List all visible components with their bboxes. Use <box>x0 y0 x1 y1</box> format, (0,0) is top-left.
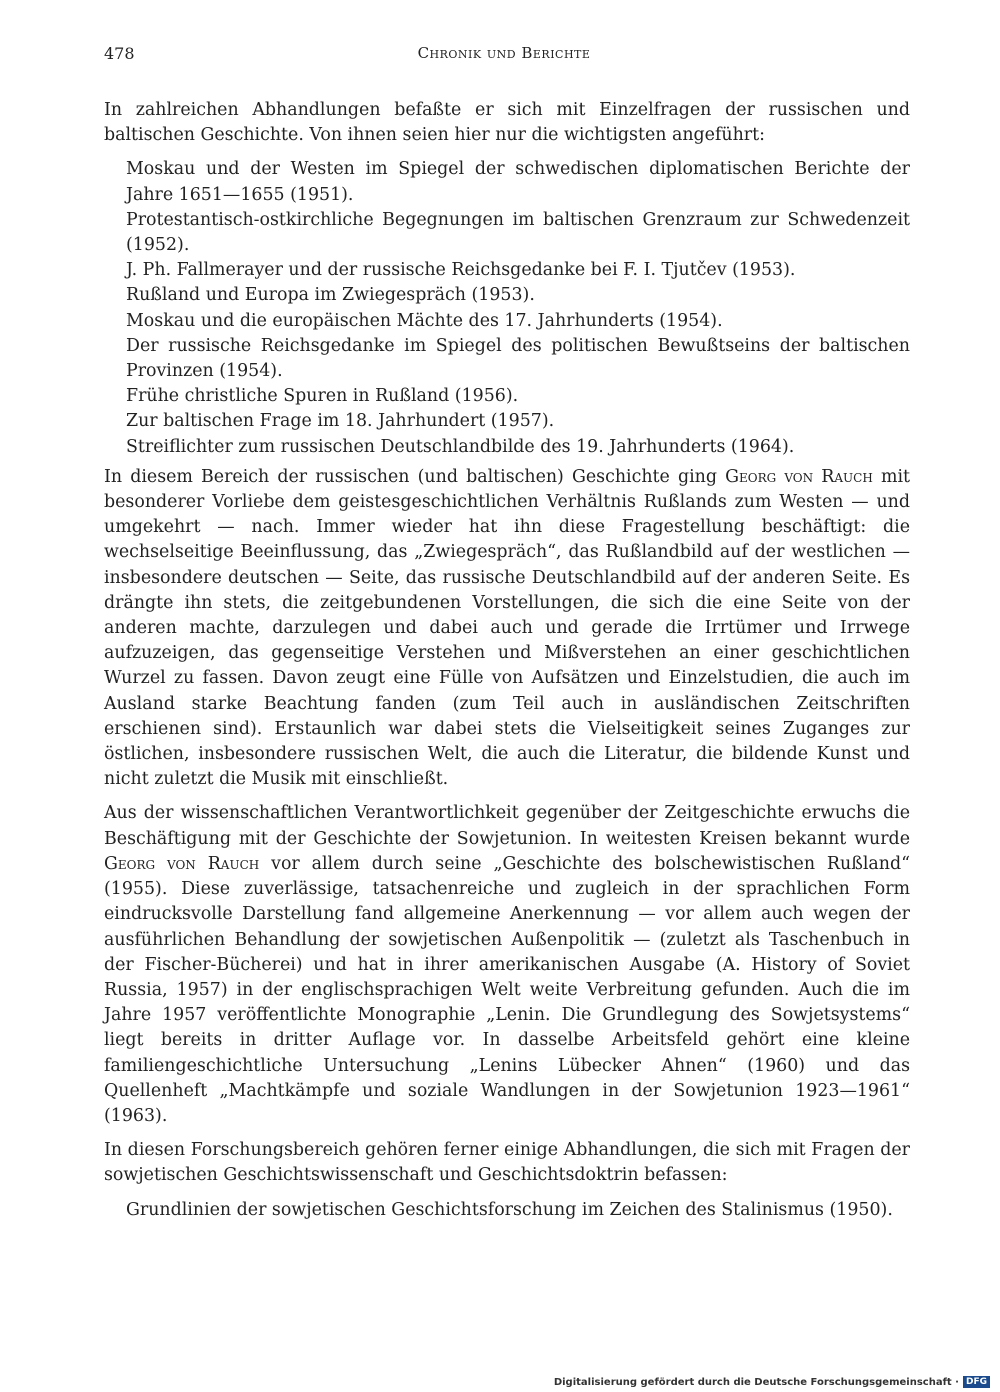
digitization-footer <box>554 1376 990 1388</box>
body-text <box>104 98 910 1228</box>
publication-list-2 <box>126 1198 910 1223</box>
list-item: J. Ph. Fallmerayer und der russische Reichsgedanke bei F. I. Tjutčev (1953). <box>126 260 796 281</box>
list-item: Der russische Reichsgedanke im Spiegel des politischen Bewußtseins der baltischen Provinzen (1954). <box>126 335 910 382</box>
author-name: Georg von Rauch <box>104 853 260 874</box>
list-item: Moskau und die europäischen Mächte des 17. Jahrhunderts (1954). <box>126 310 723 331</box>
publication-list-1 <box>126 157 910 459</box>
page-header <box>104 44 904 74</box>
list-item: Grundlinien der sowjetischen Geschichtsforschung im Zeichen des Stalinismus (1950). <box>126 1199 893 1220</box>
paragraph-1: In zahlreichen Abhandlungen befaßte er sich mit Einzelfragen der russischen und baltischen Geschichte. Von ihnen seien hier nur die wichtigsten angeführt: <box>104 100 910 146</box>
list-item: Frühe christliche Spuren in Rußland (1956). <box>126 386 519 407</box>
paragraph-3 <box>104 801 910 1129</box>
author-name: Georg von Rauch <box>725 466 873 487</box>
paragraph-2-text-b: mit besonderer Vorliebe dem geistesgeschichtlichen Verhältnis Rußlands zum Westen — und umgekehrt — nach. Immer wieder hat ihn diese Fragestellung beschäftigt: die wechselseitige Beeinflussung, das „Zwiegespräch“, das Rußlandbild auf der westlichen — insbesondere deutschen — Seite, das russische Deutschlandbild auf der anderen Seite. Es drängte ihn stets, die zeitgebundenen Vorstellungen, die sich die eine Seite von der anderen machte, darzulegen und dabei auch und gerade die Irrtümer und Irrwege aufzuzeigen, das gegenseitige Verstehen und Mißverstehen an einer geschichtlichen Wurzel zu fassen. Davon zeugt eine Fülle von Aufsätzen und Einzelstudien, die auch im Ausland starke Beachtung fanden (zum Teil auch in ausländischen Zeitschriften erschienen sind). Erstaunlich war dabei stets die Vielseitigkeit seines Zuganges zur östlichen, insbesondere russischen Welt, die auch die Literatur, die bildende Kunst und nicht zuletzt die Musik mit einschließt. <box>104 466 910 790</box>
list-item: Moskau und der Westen im Spiegel der schwedischen diplomatischen Berichte der Jahre 1651—1655 (1951). <box>126 159 910 205</box>
list-item: Rußland und Europa im Zwiegespräch (1953). <box>126 285 535 306</box>
paragraph-3-text-b: vor allem durch seine „Geschichte des bolschewistischen Rußland“ (1955). Diese zuverlässige, tatsachenreiche und zugleich in der sprachlichen Form eindrucksvolle Darstellung fand allgemeine Anerkennung — vor allem auch wegen der ausführlichen Behandlung der sowjetischen Außenpolitik — (zuletzt als Taschenbuch in der Fischer-Bücherei) und hat in ihrer amerikanischen Ausgabe (A. History of Soviet Russia, 1957) in der englischsprachigen Welt weite Verbreitung gefunden. Auch die im Jahre 1957 veröffentlichte Monographie „Lenin. Die Grundlegung des Sowjetsystems“ liegt bereits in dritter Auflage vor. In dasselbe Arbeitsfeld gehört eine kleine familiengeschichtliche Untersuchung „Lenins Lübecker Ahnen“ (1960) und das Quellenheft „Machtkämpfe und soziale Wandlungen in der Sowjetunion 1923—1961“ (1963). <box>104 853 910 1126</box>
list-item: Zur baltischen Frage im 18. Jahrhundert (1957). <box>126 411 555 432</box>
paragraph-4: In diesen Forschungsbereich gehören ferner einige Abhandlungen, die sich mit Fragen der sowjetischen Geschichtswissenschaft und Geschichtsdoktrin befassen: <box>104 1140 910 1186</box>
list-item: Protestantisch-ostkirchliche Begegnungen im baltischen Grenzraum zur Schwedenzeit (1952). <box>126 209 910 256</box>
running-head: Chronik und Berichte <box>417 44 591 62</box>
page-number: 478 <box>104 44 135 63</box>
paragraph-2-text-a: In diesem Bereich der russischen (und baltischen) Geschichte ging <box>104 466 726 487</box>
dfg-logo-icon: DFG <box>963 1376 990 1388</box>
paragraph-2 <box>104 465 910 793</box>
footer-text: Digitalisierung gefördert durch die Deutsche Forschungsgemeinschaft · <box>553 1376 959 1388</box>
paragraph-3-text-a: Aus der wissenschaftlichen Verantwortlichkeit gegenüber der Zeitgeschichte erwuchs die Beschäftigung mit der Geschichte der Sowjetunion. In weitesten Kreisen bekannt wurde <box>104 803 910 849</box>
list-item: Streiflichter zum russischen Deutschlandbilde des 19. Jahrhunderts (1964). <box>126 436 795 457</box>
